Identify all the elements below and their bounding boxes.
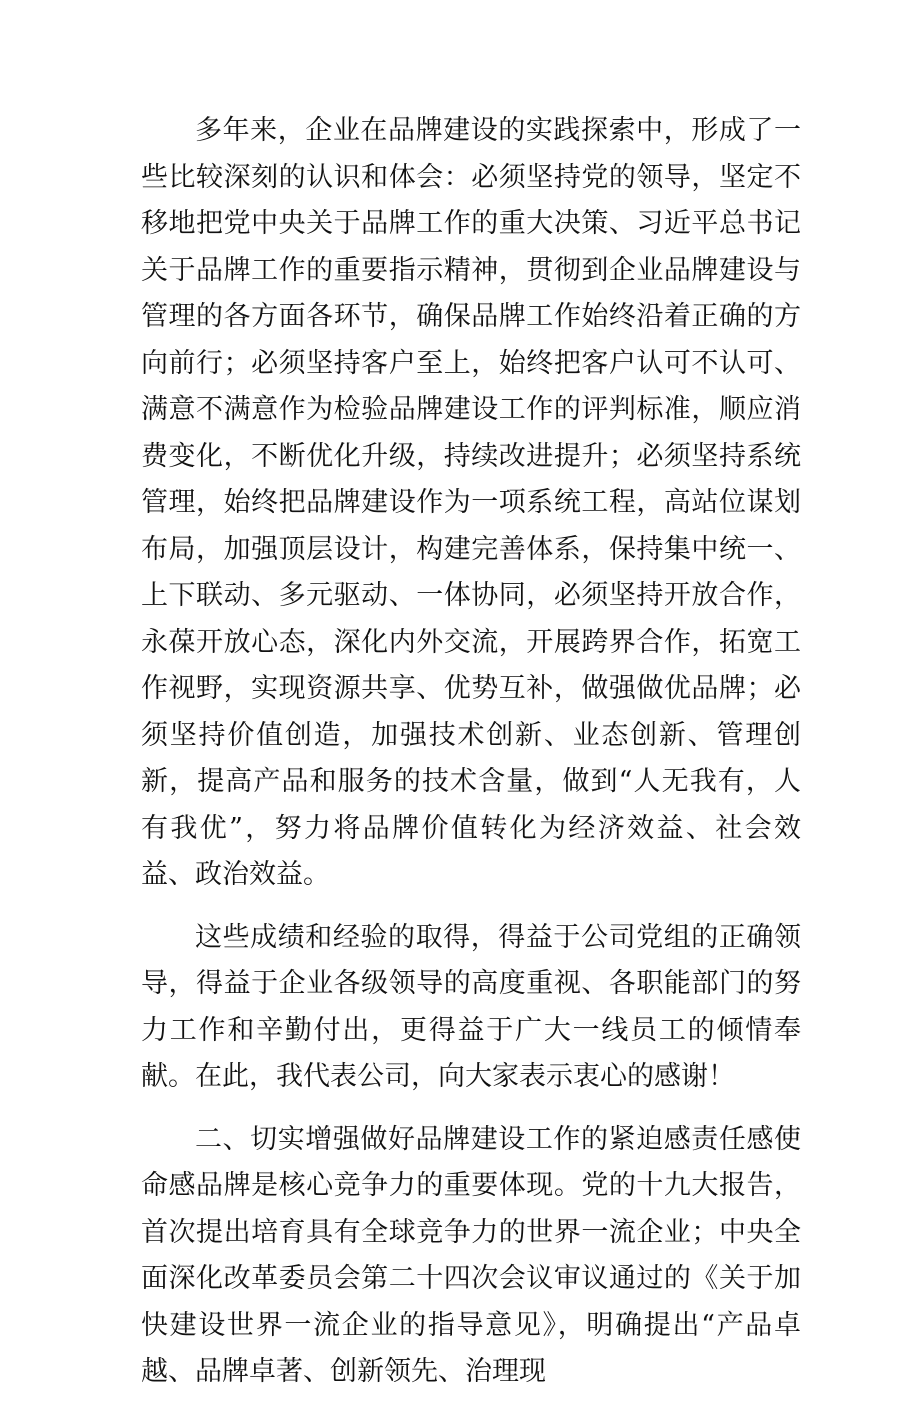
paragraph-experience: 多年来，企业在品牌建设的实践探索中，形成了一些比较深刻的认识和体会：必须坚持党的领导，坚定不移地把党中央关于品牌工作的重大决策、习近平总书记关于品牌工作的重要指示精神，贯彻到企业品牌建设与管理的各方面各环节，确保品牌工作始终沿着正确的方向前行；必须坚持客户至上，始终把客户认可不认可、满意不满意作为检验品牌建设工作的评判标准，顺应消费变化，不断优化升级，持续改进提升；必须坚持系统管理，始终把品牌建设作为一项系统工程，高站位谋划布局，加强顶层设计，构建完善体系，保持集中统一、上下联动、多元驱动、一体协同，必须坚持开放合作，永葆开放心态，深化内外交流，开展跨界合作，拓宽工作视野，实现资源共享、优势互补，做强做优品牌；必须坚持价值创造，加强技术创新、业态创新、管理创新，提高产品和服务的技术含量，做到“人无我有，人有我优”，努力将品牌价值转化为经济效益、社会效益、政治效益。 (141, 115, 801, 890)
document-body (141, 108, 801, 1412)
paragraph-section-two: 二、切实增强做好品牌建设工作的紧迫感责任感使命感品牌是核心竞争力的重要体现。党的十九大报告，首次提出培育具有全球竞争力的世界一流企业；中央全面深化改革委员会第二十四次会议审议通过的《关于加快建设世界一流企业的指导意见》，明确提出“产品卓越、品牌卓著、创新领先、治理现 (141, 1123, 801, 1387)
paragraph-thanks: 这些成绩和经验的取得，得益于公司党组的正确领导，得益于企业各级领导的高度重视、各职能部门的努力工作和辛勤付出，更得益于广大一线员工的倾情奉献。在此，我代表公司，向大家表示衷心的感谢！ (141, 921, 801, 1092)
